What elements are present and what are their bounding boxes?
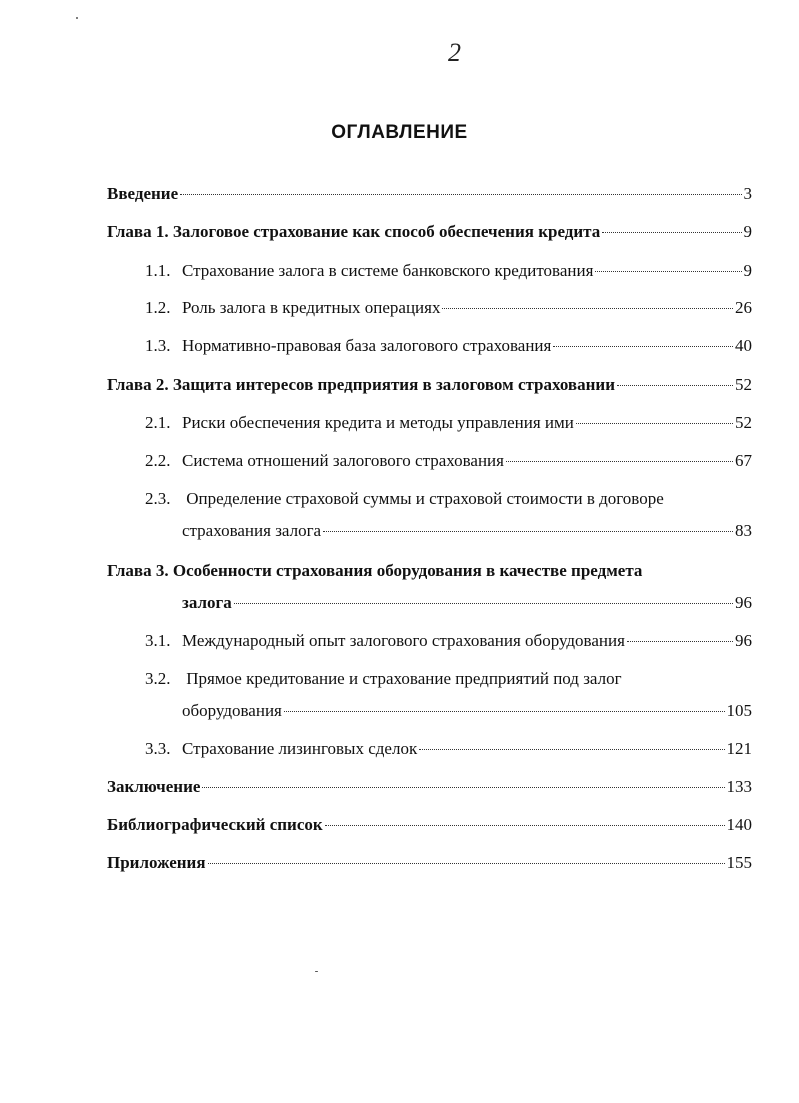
toc-entry-label: Определение страховой суммы и страховой стоимости в договоре [186,489,664,508]
toc-entry-chapter-3-line-2 [182,593,752,613]
toc-section-number: 3.1. [145,631,171,650]
toc-entry-section-1-1 [145,261,752,281]
toc-entry-label: Библиографический список [107,815,323,834]
toc-entry-label: Прямое кредитование и страхование предприятий под залог [186,669,622,688]
dot-leader [576,423,733,424]
toc-title: ОГЛАВЛЕНИЕ [331,122,468,143]
dot-leader [234,603,733,604]
toc-section-number: 1.2. [145,298,171,317]
toc-entry-page: 83 [735,521,752,540]
scan-speck [76,17,78,19]
toc-entry-section-3-2-line-2 [182,701,752,721]
toc-entry-label: Введение [107,184,179,203]
toc-entry-page: 96 [735,631,752,650]
toc-entry-label: Страхование залога в системе банковского кредитования [182,261,594,280]
toc-section-number: 2.2. [145,451,171,470]
toc-entry-page: 96 [735,593,752,612]
dot-leader [323,531,733,532]
toc-entry-chapter-1 [107,222,752,242]
dot-leader [180,194,741,195]
scan-speck [315,971,318,972]
dot-leader [208,863,725,864]
toc-section-number: 3.2. [145,669,171,688]
toc-entry-label: Система отношений залогового страхования [182,451,504,470]
toc-entry-label: Страхование лизинговых сделок [182,739,418,758]
dot-leader [325,825,725,826]
toc-entry-appendices [107,853,752,873]
dot-leader [506,461,733,462]
toc-entry-label: Глава 3. Особенности страхования оборудования в качестве предмета [107,561,643,580]
toc-entry-section-2-1 [145,413,752,433]
dot-leader [595,271,741,272]
toc-entry-page: 121 [726,739,752,758]
toc-entry-section-1-3 [145,336,752,356]
toc-entry-label: Роль залога в кредитных операциях [182,298,441,317]
toc-entry-section-2-2 [145,451,752,471]
toc-entry-section-2-3-line-2 [182,521,752,541]
toc-entry-page: 9 [743,222,752,241]
toc-entry-page: 26 [735,298,752,317]
toc-entry-page: 155 [726,853,752,872]
toc-entry-page: 140 [726,815,752,834]
toc-entry-section-3-2-line-1 [145,669,622,689]
toc-entry-label: залога [182,593,232,612]
toc-entry-section-2-3-line-1 [145,489,664,509]
toc-entry-page: 3 [743,184,752,203]
dot-leader [419,749,724,750]
toc-entry-page: 133 [726,777,752,796]
toc-entry-label: Международный опыт залогового страхования оборудования [182,631,625,650]
dot-leader [202,787,724,788]
toc-entry-bibliography [107,815,752,835]
toc-entry-label: оборудования [182,701,282,720]
dot-leader [284,711,725,712]
toc-section-number: 1.1. [145,261,171,280]
toc-section-number: 2.1. [145,413,171,432]
toc-entry-page: 52 [735,413,752,432]
toc-section-number: 1.3. [145,336,171,355]
toc-entry-label: Заключение [107,777,201,796]
toc-entry-label: страхования залога [182,521,322,540]
toc-entry-section-3-1 [145,631,752,651]
toc-entry-section-3-3 [145,739,752,759]
toc-entry-conclusion [107,777,752,797]
toc-entry-page: 67 [735,451,752,470]
toc-entry-intro [107,184,752,204]
toc-entry-label: Риски обеспечения кредита и методы управления ими [182,413,574,432]
toc-entry-page: 105 [726,701,752,720]
toc-entry-chapter-2 [107,375,752,395]
toc-entry-label: Нормативно-правовая база залогового страхования [182,336,552,355]
dot-leader [627,641,733,642]
toc-entry-label: Приложения [107,853,206,872]
toc-entry-label: Глава 1. Залоговое страхование как способ обеспечения кредита [107,222,601,241]
toc-section-number: 3.3. [145,739,171,758]
dot-leader [617,385,733,386]
handwritten-page-number: 2 [448,38,461,67]
dot-leader [553,346,733,347]
toc-entry-page: 40 [735,336,752,355]
dot-leader [442,308,733,309]
toc-entry-label: Глава 2. Защита интересов предприятия в залоговом страховании [107,375,615,394]
toc-entry-page: 52 [735,375,752,394]
toc-section-number: 2.3. [145,489,171,508]
dot-leader [602,232,741,233]
toc-entry-chapter-3-line-1 [107,561,642,581]
toc-entry-page: 9 [743,261,752,280]
toc-entry-section-1-2 [145,298,752,318]
